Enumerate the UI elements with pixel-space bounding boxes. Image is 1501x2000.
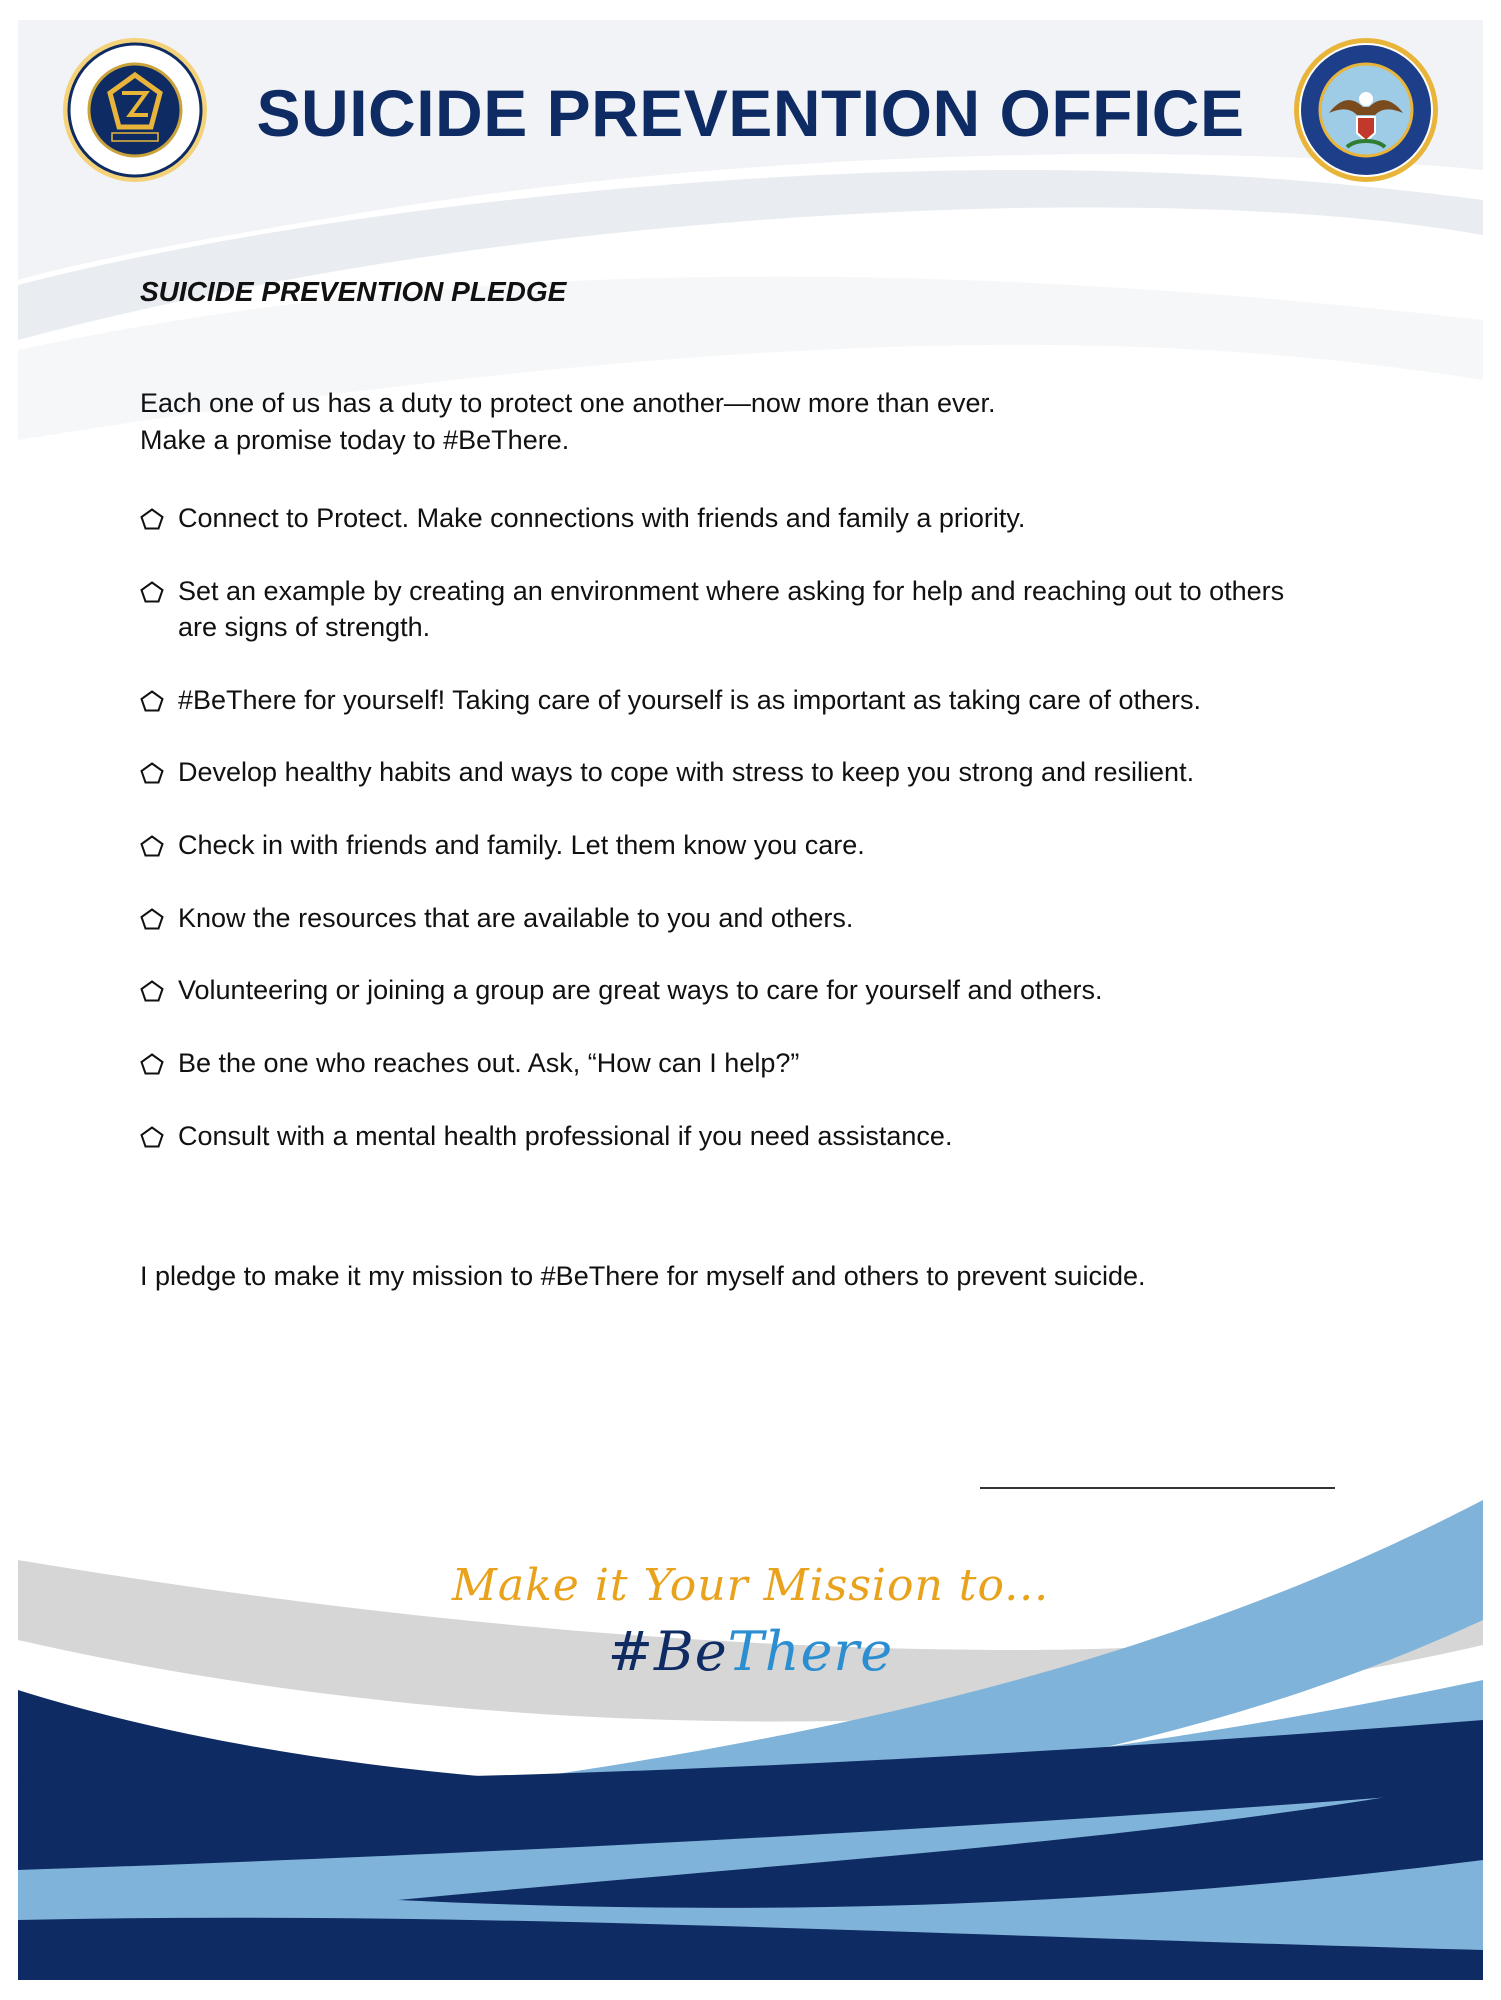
list-item-text: #BeThere for yourself! Taking care of yourself is as important as taking care of others. (178, 685, 1201, 715)
pentagon-outline-icon (140, 1118, 178, 1154)
list-item-text: Connect to Protect. Make connections with friends and family a priority. (178, 503, 1026, 533)
office-title: SUICIDE PREVENTION OFFICE (256, 76, 1245, 150)
list-item (140, 827, 1320, 863)
pentagon-outline-icon (140, 900, 178, 936)
pledge-heading: SUICIDE PREVENTION PLEDGE (140, 276, 567, 307)
list-item (140, 500, 1320, 536)
pentagon-outline-icon (140, 754, 178, 790)
list-item-text: Set an example by creating an environment where asking for help and reaching out to others are signs of strength. (178, 576, 1285, 642)
pentagon-outline-icon (140, 573, 178, 645)
list-item-text: Develop healthy habits and ways to cope with stress to keep you strong and resilient. (178, 757, 1195, 787)
list-item (140, 754, 1320, 790)
list-item-text: Know the resources that are available to you and others. (178, 903, 854, 933)
list-item (140, 972, 1320, 1008)
list-item-text: Volunteering or joining a group are great ways to care for yourself and others. (178, 975, 1103, 1005)
hashtag-logo (18, 1620, 1483, 1683)
list-item (140, 573, 1320, 645)
hashtag-part: #Be (607, 1620, 728, 1683)
list-item (140, 1045, 1320, 1081)
list-item-text: Consult with a mental health professional if you need assistance. (178, 1121, 953, 1151)
footer-wave-graphic (18, 1480, 1483, 1980)
pentagon-outline-icon (140, 972, 178, 1008)
intro-line: Make a promise today to #BeThere. (140, 425, 570, 455)
hashtag-part: There (727, 1620, 894, 1683)
list-item (140, 900, 1320, 936)
pentagon-outline-icon (140, 500, 178, 536)
pledge-list (18, 20, 1483, 1220)
pentagon-outline-icon (140, 682, 178, 718)
signature-line (980, 1487, 1335, 1489)
intro-line: Each one of us has a duty to protect one another—now more than ever. (140, 388, 996, 418)
list-item (140, 682, 1320, 718)
list-item-text: Check in with friends and family. Let them know you care. (178, 830, 865, 860)
list-item (140, 1118, 1320, 1154)
pledge-page (18, 20, 1483, 1980)
pledge-closing: I pledge to make it my mission to #BeThere for myself and others to prevent suicide. (140, 1261, 1146, 1291)
pentagon-outline-icon (140, 1045, 178, 1081)
list-item-text: Be the one who reaches out. Ask, “How can I help?” (178, 1048, 800, 1078)
pentagon-outline-icon (140, 827, 178, 863)
tagline: Make it Your Mission to... (451, 1560, 1050, 1611)
